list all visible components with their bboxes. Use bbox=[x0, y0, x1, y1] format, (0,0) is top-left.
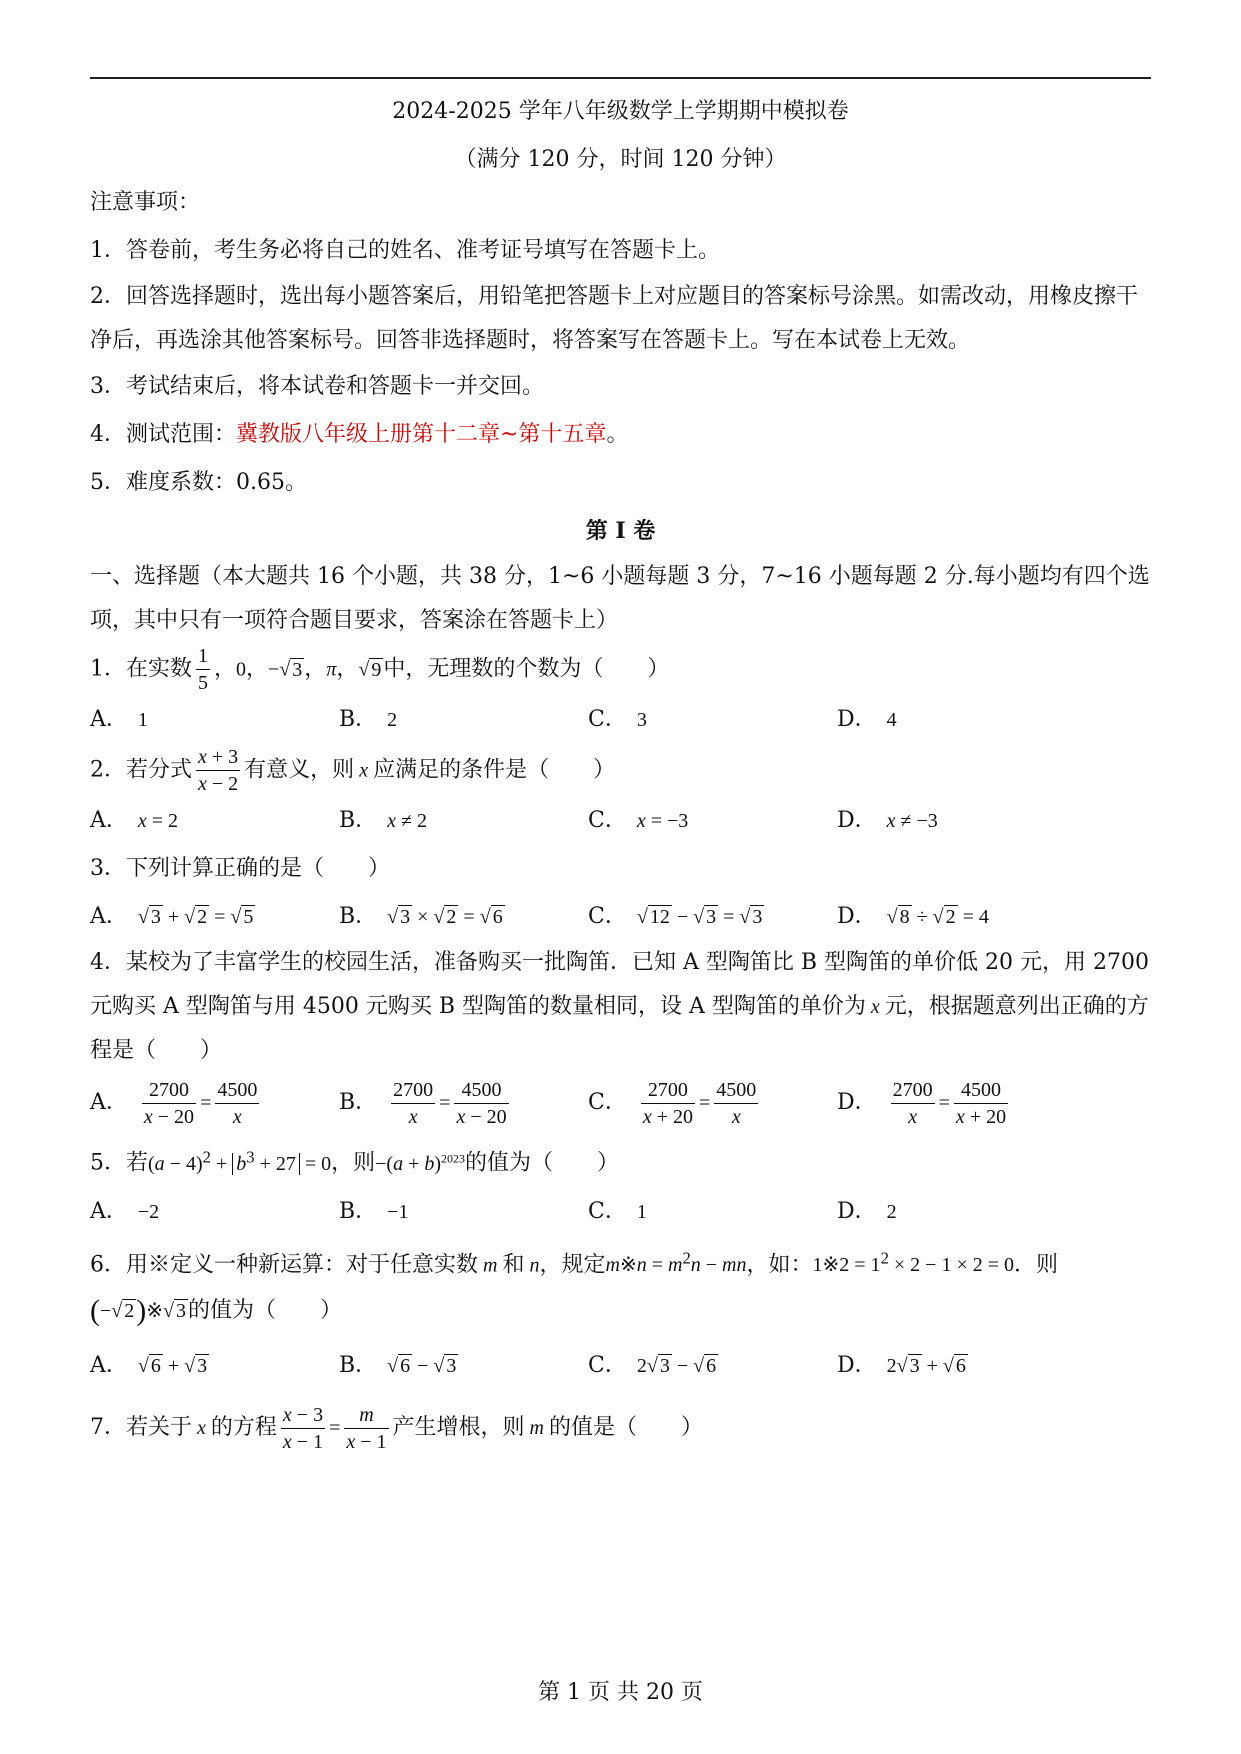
section-title: 第 I 卷 bbox=[585, 518, 656, 544]
q1-option-d[interactable]: D． 4 bbox=[837, 707, 897, 732]
q1-options bbox=[90, 696, 1151, 744]
question-1: 1．在实数 $\frac{1}{5}$ ，0，−√ 3，π，√ 9中，无理数的个数为（ ） bbox=[90, 645, 670, 694]
q2-options bbox=[90, 797, 1151, 845]
question-7: 7．若关于 x 的方程 $\frac{x - 3}{x - 1}$ = $\frac{m}{x - 1}$ 产生增根，则 m 的值是（ ） bbox=[90, 1403, 704, 1453]
sqrt-9: √ 9 bbox=[358, 658, 382, 681]
question-5: 5．若$(a - 4)^2 + b^3 + 27 = 0$，则$-(a + b)^{2023}$的值为（ ） bbox=[90, 1147, 620, 1176]
q1-option-a[interactable]: A． 1 bbox=[90, 707, 148, 732]
q5-option-c[interactable]: C． 1 bbox=[588, 1198, 647, 1224]
q3-options bbox=[90, 893, 1151, 941]
notice-item-3: 3．考试结束后，将本试卷和答题卡一并交回。 bbox=[90, 374, 544, 399]
q2-prefix: 2．若分式 bbox=[90, 757, 192, 783]
q4-option-d[interactable]: D． $\frac{2700}{x}$ = $\frac{4500}{x + 20}$ bbox=[837, 1078, 1007, 1128]
section-intro: 一、选择题（本大题共 16 个小题，共 38 分，1~6 小题每题 3 分，7~16 小题每题 2 分.每小题均有四个选项，其中只有一项符合题目要求，答案涂在答题卡上） bbox=[90, 564, 1150, 633]
notice-item-4-prefix: 4．测试范围： bbox=[90, 422, 236, 447]
exam-title: 2024-2025 学年八年级数学上学期期中模拟卷 bbox=[392, 99, 849, 124]
notice-item-5: 5．难度系数：0.65。 bbox=[90, 470, 307, 495]
test-scope: 冀教版八年级上册第十二章~第十五章 bbox=[236, 422, 607, 447]
header-rule bbox=[90, 77, 1151, 79]
q2-tail: 应满足的条件是（ ） bbox=[373, 757, 616, 783]
q3-option-d[interactable]: D． √ 8 ÷ √ 2 = 4 bbox=[837, 904, 989, 929]
q3-option-b[interactable]: B． √ 3 × √ 2 = √ 6 bbox=[339, 904, 503, 929]
q2-fraction: $\frac{x + 3}{x - 2}$ bbox=[198, 746, 239, 795]
sqrt-3: √ 3 bbox=[279, 658, 303, 681]
q1-fraction: $\frac{1}{5}$ bbox=[198, 645, 208, 694]
q1-option-c[interactable]: C． 3 bbox=[588, 707, 647, 732]
q2-option-b[interactable]: B． x ≠ 2 bbox=[339, 808, 428, 833]
notice-item-1: 1．答卷前，考生务必将自己的姓名、准考证号填写在答题卡上。 bbox=[90, 238, 720, 263]
q5-options bbox=[90, 1188, 1151, 1236]
exam-page bbox=[90, 95, 1151, 1458]
notice-item-4-suffix: 。 bbox=[606, 422, 629, 447]
q2-option-a[interactable]: A． x = 2 bbox=[90, 808, 179, 833]
question-6: 6．用※定义一种新运算：对于任意实数 m 和 n，规定m※n = $m^2n$ − mn，如：1※2 = $1^2 \times 2 - 1 \times 2 = 0$．则 (−√ 2)※√ 3的值为（ ） bbox=[90, 1248, 1059, 1328]
q5-option-d[interactable]: D． 2 bbox=[837, 1198, 897, 1224]
question-3: 3．下列计算正确的是（ ） bbox=[90, 856, 390, 881]
q5-option-a[interactable]: A． −2 bbox=[90, 1198, 160, 1224]
q1-option-b[interactable]: B． 2 bbox=[339, 707, 398, 732]
notice-heading: 注意事项： bbox=[90, 190, 201, 215]
q2-option-c[interactable]: C． x = −3 bbox=[588, 808, 689, 833]
q1-suffix: 中，无理数的个数为（ ） bbox=[383, 656, 670, 682]
question-2: 2．若分式 $\frac{x + 3}{x - 2}$ 有意义，则 x 应满足的条件是（ ） bbox=[90, 746, 616, 795]
q1-prefix: 1．在实数 bbox=[90, 656, 192, 682]
q3-option-a[interactable]: A． √ 3 + √ 2 = √ 5 bbox=[90, 904, 254, 929]
q4-options bbox=[90, 1073, 1151, 1133]
exam-subtitle: （满分 120 分，时间 120 分钟） bbox=[454, 147, 787, 172]
q6-option-a[interactable]: A． √ 6 + √ 3 bbox=[90, 1353, 208, 1379]
q6-option-d[interactable]: D． 2√ 3 + √ 6 bbox=[837, 1353, 966, 1379]
q6-option-b[interactable]: B． √ 6 − √ 3 bbox=[339, 1353, 457, 1379]
question-4: 4．某校为了丰富学生的校园生活，准备购买一批陶笛．已知 A 型陶笛比 B 型陶笛的单价低 20 元，用 2700 元购买 A 型陶笛与用 4500 元购买 B 型陶笛的数量相同，设 A 型陶笛的单价为 x 元，根据题意列出正确的方程是（ ） bbox=[90, 950, 1149, 1063]
q2-option-d[interactable]: D． x ≠ −3 bbox=[837, 808, 938, 833]
q4-option-c[interactable]: C． $\frac{2700}{x + 20}$ = $\frac{4500}{x}$ bbox=[588, 1078, 757, 1128]
q6-option-c[interactable]: C． 2√ 3 − √ 6 bbox=[588, 1353, 717, 1379]
q4-option-a[interactable]: A． $\frac{2700}{x - 20}$ = $\frac{4500}{x}$ bbox=[90, 1078, 258, 1128]
q2-suffix: 有意义，则 bbox=[244, 757, 355, 783]
page-footer: 第 1 页 共 20 页 bbox=[538, 1680, 703, 1705]
notice-item-2: 2．回答选择题时，选出每小题答案后，用铅笔把答题卡上对应题目的答案标号涂黑。如需改动，用橡皮擦干净后，再选涂其他答案标号。回答非选择题时，将答案写在答题卡上。写在本试卷上无效。 bbox=[90, 284, 1139, 353]
q6-options bbox=[90, 1334, 1151, 1398]
notice-item-4 bbox=[90, 411, 1151, 459]
q5-option-b[interactable]: B． −1 bbox=[339, 1198, 409, 1224]
q4-option-b[interactable]: B． $\frac{2700}{x}$ = $\frac{4500}{x - 20}$ bbox=[339, 1078, 507, 1128]
q3-option-c[interactable]: C． √ 12 − √ 3 = √ 3 bbox=[588, 904, 763, 929]
